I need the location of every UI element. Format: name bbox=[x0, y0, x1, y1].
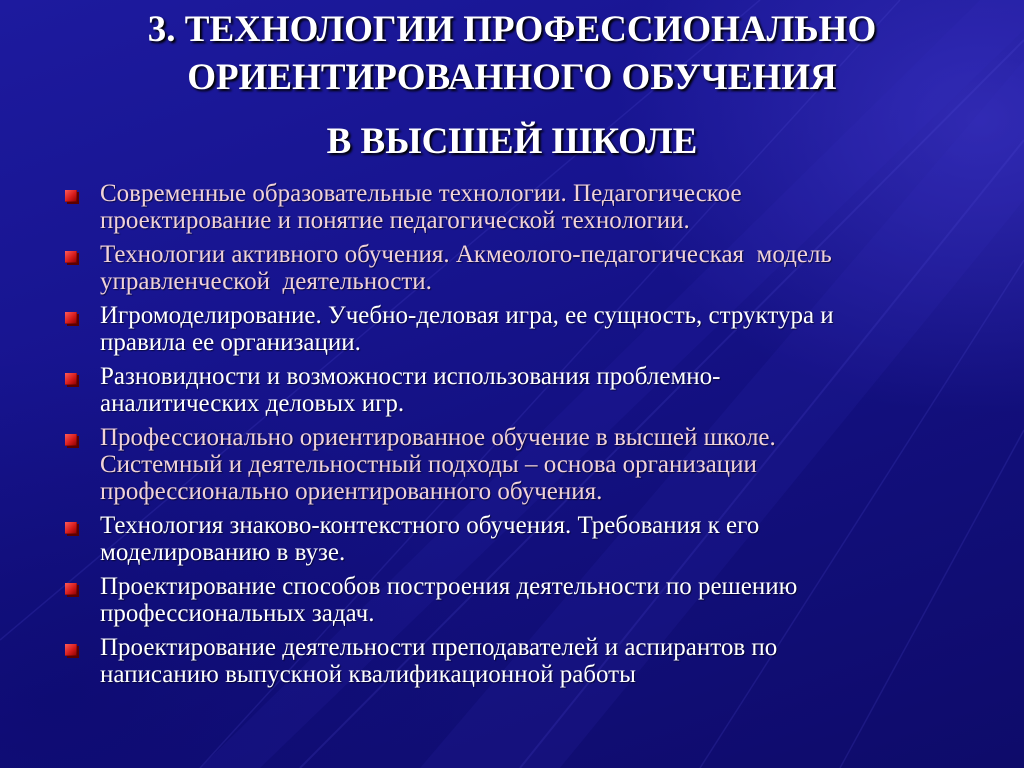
red-square-bullet-icon bbox=[65, 190, 77, 202]
list-item bbox=[62, 634, 962, 688]
list-item-text-line: Разновидности и возможности использования проблемно- bbox=[100, 363, 721, 390]
list-item-text-line: Технологии активного обучения. Акмеолого-педагогическая модель bbox=[100, 241, 832, 268]
list-item-text-line: Технология знаково-контекстного обучения. Требования к его bbox=[100, 512, 760, 539]
list-item-text-line: моделированию в вузе. bbox=[100, 539, 346, 566]
title-line: В ВЫСШЕЙ ШКОЛЕ bbox=[326, 121, 698, 162]
list-item bbox=[62, 573, 962, 627]
list-item-text-line: управленческой деятельности. bbox=[100, 268, 432, 295]
list-item-text-line: Современные образовательные технологии. Педагогическое bbox=[100, 180, 742, 207]
slide-title bbox=[0, 6, 1024, 166]
list-item-text-line: Профессионально ориентированное обучение в высшей школе. bbox=[100, 424, 776, 451]
title-line: ОРИЕНТИРОВАННОГО ОБУЧЕНИЯ bbox=[187, 57, 837, 98]
title-line: 3. ТЕХНОЛОГИИ ПРОФЕССИОНАЛЬНО bbox=[147, 9, 877, 50]
list-item-text-line: проектирование и понятие педагогической технологии. bbox=[100, 207, 690, 234]
list-item bbox=[62, 241, 962, 295]
list-item-text-line: Игромоделирование. Учебно-деловая игра, ее сущность, структура и bbox=[100, 302, 834, 329]
red-square-bullet-icon bbox=[65, 583, 77, 595]
list-item-text-line: Проектирование способов построения деятельности по решению bbox=[100, 573, 798, 600]
list-item bbox=[62, 424, 962, 505]
list-item bbox=[62, 180, 962, 234]
list-item-text-line: написанию выпускной квалификационной работы bbox=[100, 661, 636, 688]
red-square-bullet-icon bbox=[65, 312, 77, 324]
red-square-bullet-icon bbox=[65, 434, 77, 446]
list-item-text-line: аналитических деловых игр. bbox=[100, 390, 405, 417]
red-square-bullet-icon bbox=[65, 251, 77, 263]
list-item-text-line: правила ее организации. bbox=[100, 329, 361, 356]
list-item-text-line: Проектирование деятельности преподавателей и аспирантов по bbox=[100, 634, 778, 661]
list-item-text-line: профессиональных задач. bbox=[100, 600, 375, 627]
list-item bbox=[62, 363, 962, 417]
red-square-bullet-icon bbox=[65, 644, 77, 656]
list-item bbox=[62, 512, 962, 566]
list-item-text-line: профессионально ориентированного обучения. bbox=[100, 478, 603, 505]
red-square-bullet-icon bbox=[65, 373, 77, 385]
list-item bbox=[62, 302, 962, 356]
red-square-bullet-icon bbox=[65, 522, 77, 534]
list-item-text-line: Системный и деятельностный подходы – основа организации bbox=[100, 451, 757, 478]
topic-list bbox=[62, 180, 962, 695]
